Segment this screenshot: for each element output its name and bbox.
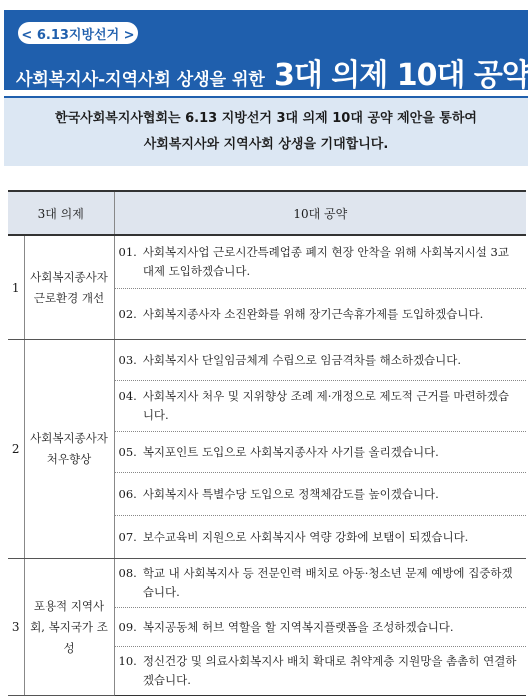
pledge-cell [114,647,526,696]
group-number: 2 [8,340,24,559]
group-number: 1 [8,235,24,340]
pledge-text: 사회복지종사자 소진완화를 위해 장기근속휴가제를 도입하겠습니다. [142,306,484,321]
table-row [8,559,526,608]
pledge-text: 사회복지사 처우 및 지위향상 조례 제·개정으로 제도적 근거를 마련하겠습니다. [142,389,509,422]
table-header-row [8,191,526,235]
table-row [8,235,526,289]
pledge-cell [114,381,526,432]
pledge-cell [114,235,526,289]
pledge-number: 06. [118,486,137,501]
pledges-table [8,190,526,696]
pledge-text: 복지공동체 허브 역할을 할 지역복지플랫폼을 조성하겠습니다. [142,619,454,634]
agenda-cell: 포용적 지역사회, 복지국가 조성 [24,559,114,696]
pledge-number: 02. [118,306,137,321]
pledge-cell [114,432,526,473]
pledge-number: 09. [118,619,137,634]
pledge-number: 04. [118,389,137,403]
pledge-cell [114,289,526,340]
pledge-cell [114,516,526,559]
agenda-cell: 사회복지종사자 처우향상 [24,340,114,559]
agenda-cell: 사회복지종사자 근로환경 개선 [24,235,114,340]
pledge-number: 10. [118,654,137,668]
pledge-number: 03. [118,352,137,367]
pledge-text: 복지포인트 도입으로 사회복지종사자 사기를 올리겠습니다. [142,444,439,459]
header-agenda: 3대 의제 [8,191,114,235]
pledge-number: 01. [118,245,137,259]
intro-line-2: 사회복지사와 지역사회 상생을 기대합니다. [143,137,389,152]
pledge-text: 사회복지사 특별수당 도입으로 정책체감도를 높이겠습니다. [142,486,439,501]
banner-headline: 3대 의제 10대 공약 [274,58,530,93]
pledge-text: 사회복지사 단일임금체계 수립으로 임금격차를 해소하겠습니다. [142,352,462,367]
pledge-text: 사회복지사업 근로시간특례업종 폐지 현장 안착을 위해 사회복지시설 3교대제 도입하겠습니다. [142,245,509,278]
intro-line-1: 한국사회복지사협회는 6.13 지방선거 3대 의제 10대 공약 제안을 통하여 [55,111,477,126]
pledge-cell [114,608,526,647]
pledge-text: 정신건강 및 의료사회복지사 배치 확대로 취약계층 지원망을 촘촘히 연결하겠습니다. [142,654,517,687]
election-tag: < 6.13지방선거 > [18,22,138,44]
intro-box [4,96,528,166]
pledge-text: 학교 내 사회복지사 등 전문인력 배치로 아동·청소년 문제 예방에 집중하겠습니다. [142,566,513,599]
header-pledges: 10대 공약 [114,191,526,235]
table-row [8,340,526,381]
pledge-number: 05. [118,444,137,459]
pledge-cell [114,340,526,381]
header-banner [4,10,530,93]
pledge-number: 07. [118,529,137,544]
pledge-number: 08. [118,566,137,580]
group-number: 3 [8,559,24,696]
pledge-cell [114,473,526,516]
pledge-cell [114,559,526,608]
pledge-text: 보수교육비 지원으로 사회복지사 역량 강화에 보탬이 되겠습니다. [142,529,469,544]
banner-subtitle: 사회복지사-지역사회 상생을 위한 [16,70,265,90]
